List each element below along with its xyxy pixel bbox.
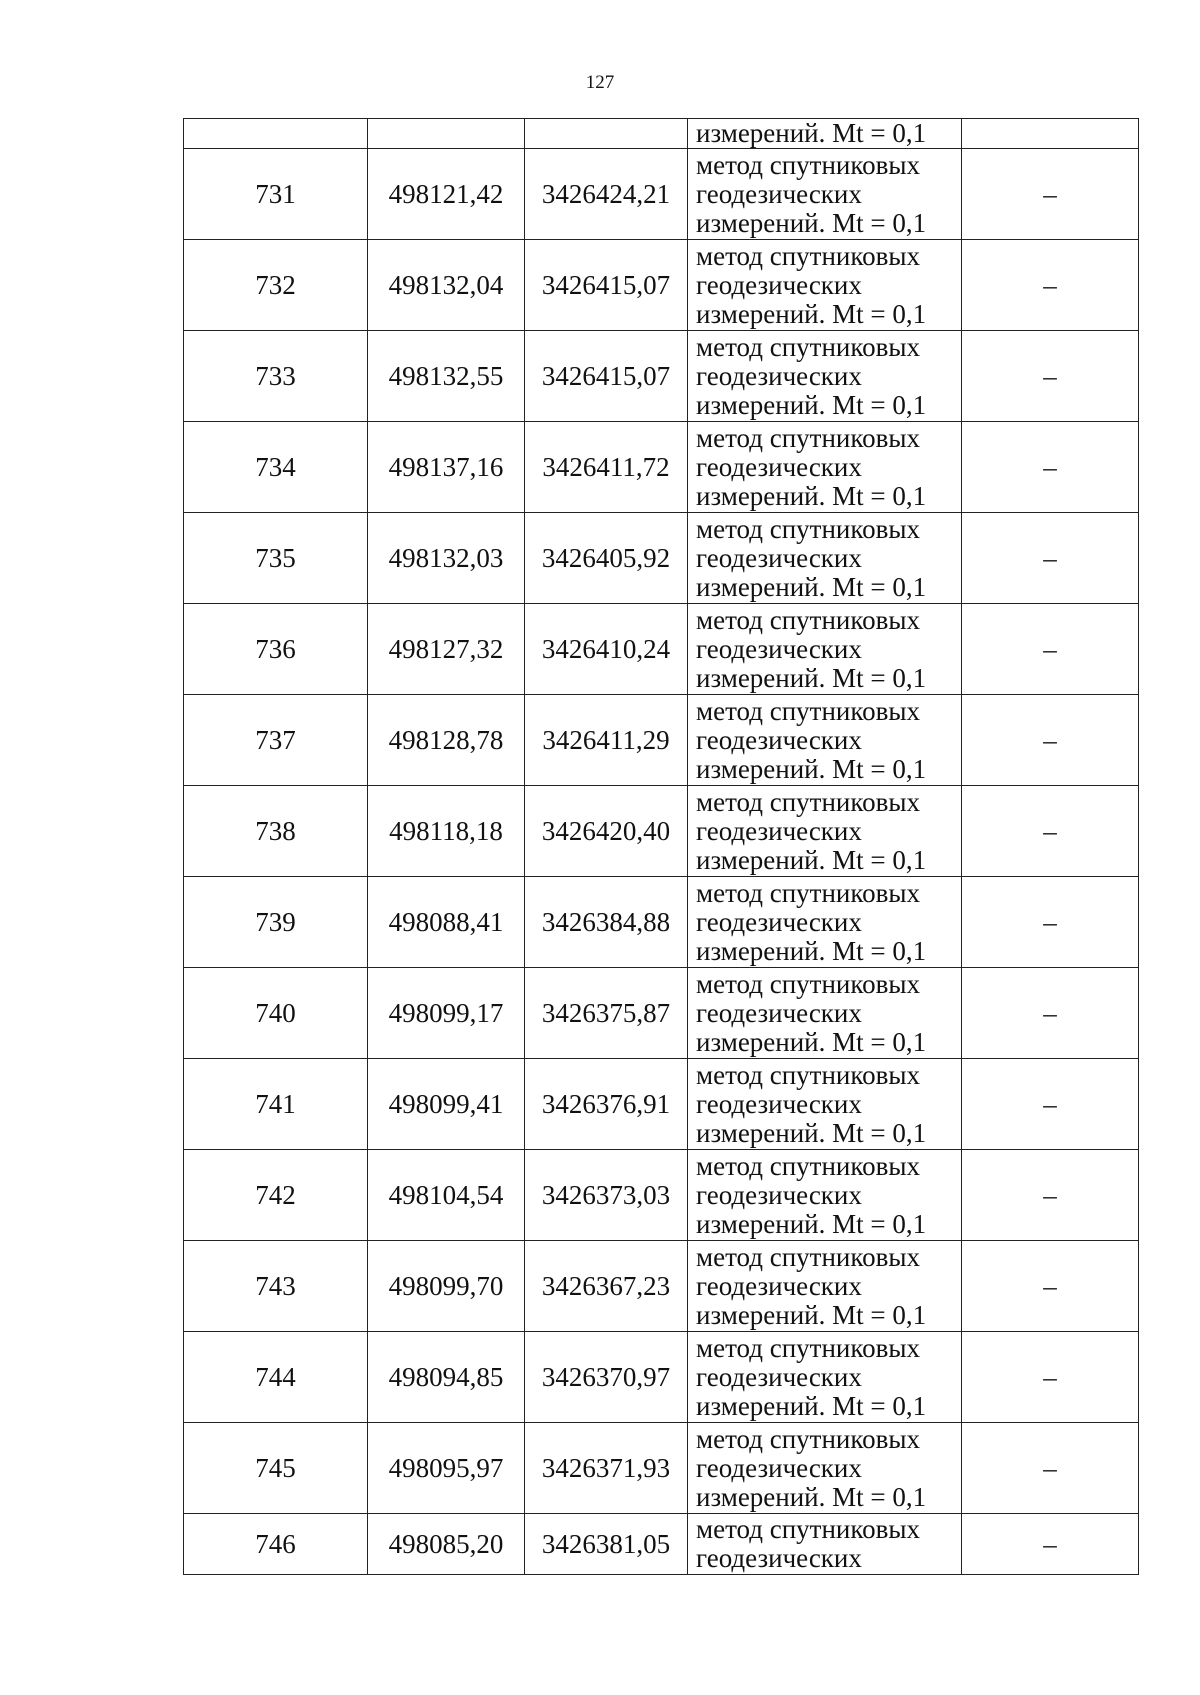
y-coordinate-cell — [525, 119, 688, 149]
description-cell: – — [962, 1241, 1139, 1332]
description-cell: – — [962, 604, 1139, 695]
x-coordinate-cell: 498099,70 — [368, 1241, 525, 1332]
method-cell — [688, 1514, 962, 1575]
description-cell: – — [962, 513, 1139, 604]
continued-row — [184, 119, 1139, 149]
table-row — [184, 877, 1139, 968]
y-coordinate-cell: 3426376,91 — [525, 1059, 688, 1150]
method-line: метод спутниковых — [696, 240, 920, 271]
description-cell: – — [962, 786, 1139, 877]
y-coordinate-cell: 3426381,05 — [525, 1514, 688, 1575]
table-row — [184, 1514, 1139, 1575]
method-line: геодезических — [696, 815, 862, 846]
method-line: метод спутниковых — [696, 1059, 920, 1090]
y-coordinate-cell: 3426384,88 — [525, 877, 688, 968]
table-row — [184, 149, 1139, 240]
method-line: измерений. Mt = 0,1 — [696, 935, 927, 966]
y-coordinate-cell: 3426405,92 — [525, 513, 688, 604]
method-line: метод спутниковых — [696, 695, 920, 726]
method-cell — [688, 695, 962, 786]
point-number-cell: 731 — [184, 149, 368, 240]
table-row — [184, 1423, 1139, 1514]
method-cell — [688, 604, 962, 695]
description-cell: – — [962, 1150, 1139, 1241]
method-line: измерений. Mt = 0,1 — [696, 480, 927, 511]
method-line: геодезических — [696, 542, 862, 573]
table-row — [184, 1150, 1139, 1241]
method-line: геодезических — [696, 451, 862, 482]
y-coordinate-cell: 3426375,87 — [525, 968, 688, 1059]
description-cell: – — [962, 240, 1139, 331]
point-number-cell: 742 — [184, 1150, 368, 1241]
x-coordinate-cell: 498118,18 — [368, 786, 525, 877]
x-coordinate-cell: 498099,17 — [368, 968, 525, 1059]
method-line: метод спутниковых — [696, 331, 920, 362]
x-coordinate-cell: 498121,42 — [368, 149, 525, 240]
method-line: измерений. Mt = 0,1 — [696, 1208, 927, 1239]
method-cell — [688, 877, 962, 968]
x-coordinate-cell: 498132,55 — [368, 331, 525, 422]
page-number: 127 — [585, 72, 615, 93]
x-coordinate-cell: 498094,85 — [368, 1332, 525, 1423]
method-cell — [688, 1059, 962, 1150]
coordinates-table — [183, 118, 1139, 1575]
x-coordinate-cell: 498132,03 — [368, 513, 525, 604]
description-cell: – — [962, 1332, 1139, 1423]
method-cell — [688, 119, 962, 149]
method-line: метод спутниковых — [696, 149, 920, 180]
table-row — [184, 604, 1139, 695]
method-line: метод спутниковых — [696, 877, 920, 908]
y-coordinate-cell: 3426370,97 — [525, 1332, 688, 1423]
method-line: измерений. Mt = 0,1 — [696, 571, 927, 602]
description-cell — [962, 119, 1139, 149]
method-line: геодезических — [696, 633, 862, 664]
x-coordinate-cell: 498127,32 — [368, 604, 525, 695]
method-line: геодезических — [696, 724, 862, 755]
table-row — [184, 695, 1139, 786]
description-cell: – — [962, 1423, 1139, 1514]
table-row — [184, 331, 1139, 422]
y-coordinate-cell: 3426373,03 — [525, 1150, 688, 1241]
method-line: измерений. Mt = 0,1 — [696, 1117, 927, 1148]
table-row — [184, 1059, 1139, 1150]
point-number-cell: 736 — [184, 604, 368, 695]
point-number-cell: 733 — [184, 331, 368, 422]
method-line: метод спутниковых — [696, 786, 920, 817]
table-row — [184, 513, 1139, 604]
x-coordinate-cell: 498128,78 — [368, 695, 525, 786]
method-cell — [688, 240, 962, 331]
table-row — [184, 240, 1139, 331]
method-line: метод спутниковых — [696, 1332, 920, 1363]
table-row — [184, 1332, 1139, 1423]
description-cell: – — [962, 877, 1139, 968]
point-number-cell: 734 — [184, 422, 368, 513]
x-coordinate-cell: 498085,20 — [368, 1514, 525, 1575]
description-cell: – — [962, 1514, 1139, 1575]
method-line: геодезических — [696, 1088, 862, 1119]
method-cell — [688, 422, 962, 513]
x-coordinate-cell: 498099,41 — [368, 1059, 525, 1150]
method-cell — [688, 1332, 962, 1423]
x-coordinate-cell: 498104,54 — [368, 1150, 525, 1241]
method-cell — [688, 1241, 962, 1332]
method-cell — [688, 786, 962, 877]
method-line: геодезических — [696, 997, 862, 1028]
description-cell: – — [962, 422, 1139, 513]
method-line: измерений. Mt = 0,1 — [696, 753, 927, 784]
point-number-cell: 740 — [184, 968, 368, 1059]
table-row — [184, 422, 1139, 513]
method-cell — [688, 513, 962, 604]
method-line: метод спутниковых — [696, 604, 920, 635]
method-line: геодезических — [696, 1543, 862, 1573]
method-line: метод спутниковых — [696, 422, 920, 453]
point-number-cell: 735 — [184, 513, 368, 604]
table-row — [184, 786, 1139, 877]
description-cell: – — [962, 331, 1139, 422]
method-line: геодезических — [696, 1452, 862, 1483]
method-line: метод спутниковых — [696, 1241, 920, 1272]
point-number-cell: 746 — [184, 1514, 368, 1575]
method-line: метод спутниковых — [696, 1150, 920, 1181]
method-cell — [688, 331, 962, 422]
point-number-cell: 741 — [184, 1059, 368, 1150]
method-line: измерений. Mt = 0,1 — [696, 844, 927, 875]
method-line: геодезических — [696, 1270, 862, 1301]
x-coordinate-cell: 498088,41 — [368, 877, 525, 968]
method-line: геодезических — [696, 906, 862, 937]
point-number-cell: 732 — [184, 240, 368, 331]
method-line: геодезических — [696, 360, 862, 391]
y-coordinate-cell: 3426415,07 — [525, 240, 688, 331]
y-coordinate-cell: 3426371,93 — [525, 1423, 688, 1514]
method-line: измерений. Mt = 0,1 — [696, 298, 927, 329]
method-cell — [688, 1423, 962, 1514]
method-line: геодезических — [696, 1179, 862, 1210]
method-line: геодезических — [696, 269, 862, 300]
x-coordinate-cell: 498137,16 — [368, 422, 525, 513]
method-line: измерений. Mt = 0,1 — [696, 1481, 927, 1512]
x-coordinate-cell — [368, 119, 525, 149]
point-number-cell: 737 — [184, 695, 368, 786]
y-coordinate-cell: 3426367,23 — [525, 1241, 688, 1332]
description-cell: – — [962, 149, 1139, 240]
method-line: метод спутниковых — [696, 1423, 920, 1454]
method-line: измерений. Mt = 0,1 — [696, 1299, 927, 1330]
description-cell: – — [962, 1059, 1139, 1150]
point-number-cell: 745 — [184, 1423, 368, 1514]
y-coordinate-cell: 3426415,07 — [525, 331, 688, 422]
method-line: измерений. Mt = 0,1 — [696, 1390, 927, 1421]
method-line: геодезических — [696, 178, 862, 209]
point-number-cell — [184, 119, 368, 149]
y-coordinate-cell: 3426411,72 — [525, 422, 688, 513]
table-row — [184, 968, 1139, 1059]
method-line: измерений. Mt = 0,1 — [696, 207, 927, 238]
point-number-cell: 738 — [184, 786, 368, 877]
method-line: измерений. Mt = 0,1 — [696, 662, 927, 693]
method-line: метод спутниковых — [696, 513, 920, 544]
description-cell: – — [962, 968, 1139, 1059]
method-line: геодезических — [696, 1361, 862, 1392]
y-coordinate-cell: 3426411,29 — [525, 695, 688, 786]
x-coordinate-cell: 498132,04 — [368, 240, 525, 331]
method-line: измерений. Mt = 0,1 — [696, 118, 927, 148]
x-coordinate-cell: 498095,97 — [368, 1423, 525, 1514]
y-coordinate-cell: 3426410,24 — [525, 604, 688, 695]
method-line: измерений. Mt = 0,1 — [696, 1026, 927, 1057]
method-cell — [688, 149, 962, 240]
point-number-cell: 743 — [184, 1241, 368, 1332]
point-number-cell: 744 — [184, 1332, 368, 1423]
y-coordinate-cell: 3426420,40 — [525, 786, 688, 877]
y-coordinate-cell: 3426424,21 — [525, 149, 688, 240]
method-cell — [688, 1150, 962, 1241]
coordinates-table-body — [184, 119, 1139, 1575]
method-line: измерений. Mt = 0,1 — [696, 389, 927, 420]
method-line: метод спутниковых — [696, 968, 920, 999]
description-cell: – — [962, 695, 1139, 786]
method-line: метод спутниковых — [696, 1514, 920, 1544]
point-number-cell: 739 — [184, 877, 368, 968]
method-cell — [688, 968, 962, 1059]
table-row — [184, 1241, 1139, 1332]
